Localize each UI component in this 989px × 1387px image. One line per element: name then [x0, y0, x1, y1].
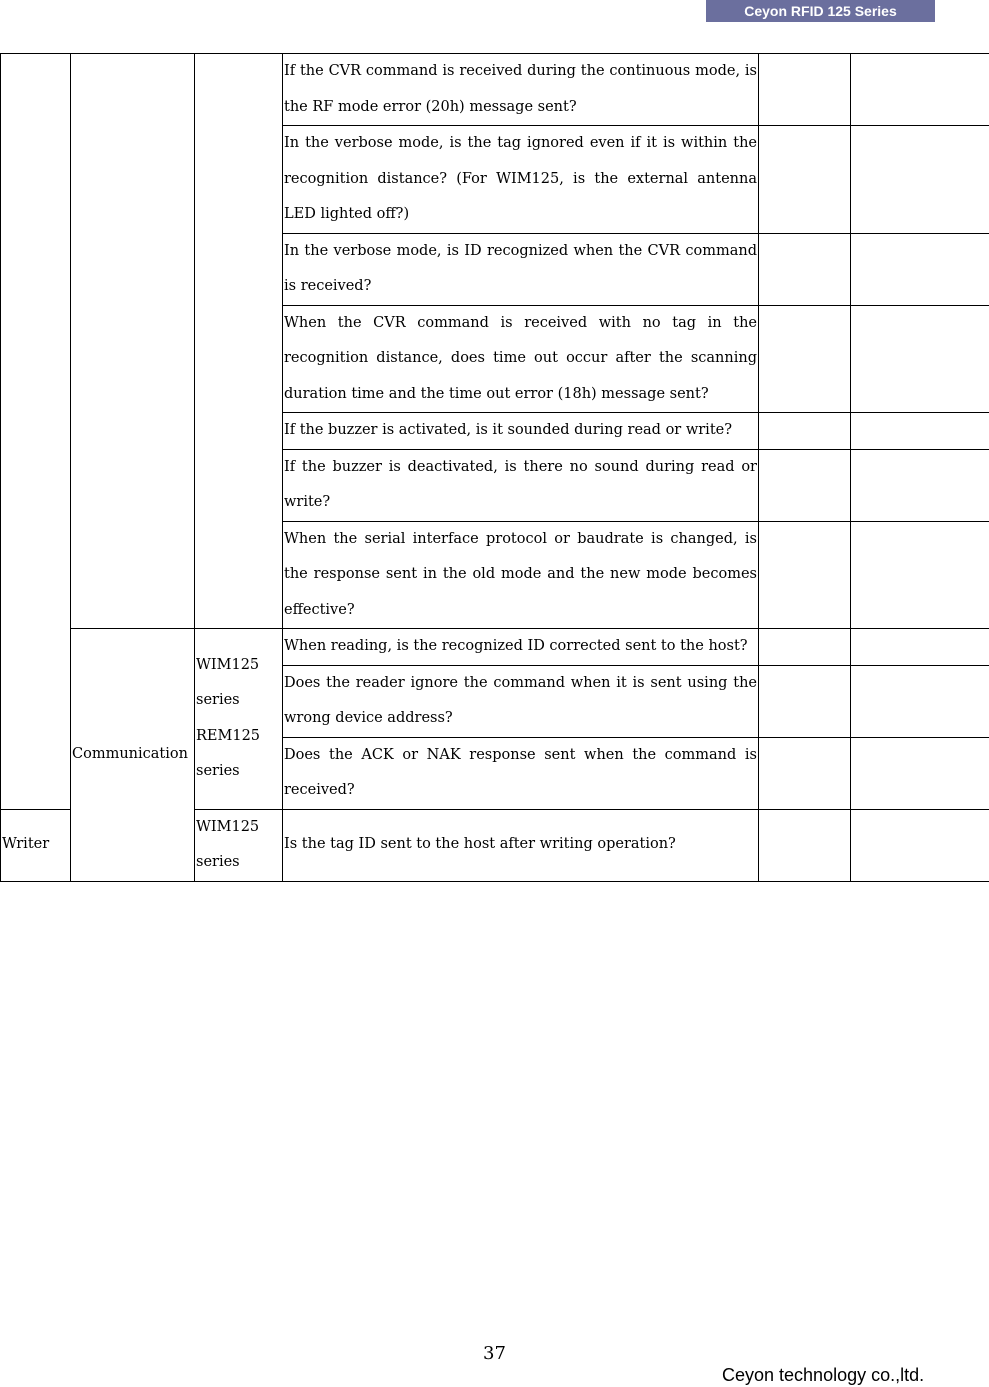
category-cell-empty [1, 54, 71, 810]
remark-cell [851, 665, 989, 737]
remark-cell [851, 233, 989, 305]
result-cell [759, 665, 851, 737]
communication-category: Communication [71, 629, 195, 882]
question-cell: When reading, is the recognized ID corrected sent to the host? [283, 629, 759, 666]
question-cell: Is the tag ID sent to the host after writing operation? [283, 809, 759, 881]
question-cell: In the verbose mode, is ID recognized when the CVR command is received? [283, 233, 759, 305]
writer-category: Writer [1, 809, 71, 881]
model-line: WIM125 [196, 818, 260, 835]
result-cell [759, 521, 851, 629]
result-cell [759, 809, 851, 881]
subcategory-cell-empty [71, 54, 195, 629]
question-cell: When the CVR command is received with no tag in the recognition distance, does time out occur after the scanning duration time and the time out error (18h) message sent? [283, 305, 759, 413]
remark-cell [851, 126, 989, 234]
result-cell [759, 629, 851, 666]
remark-cell [851, 521, 989, 629]
remark-cell [851, 54, 989, 126]
model-cell-empty [195, 54, 283, 629]
result-cell [759, 305, 851, 413]
question-cell: When the serial interface protocol or baudrate is changed, is the response sent in the old mode and the new mode becomes effective? [283, 521, 759, 629]
question-cell: If the buzzer is activated, is it sounded during read or write? [283, 413, 759, 450]
result-cell [759, 126, 851, 234]
header-badge: Ceyon RFID 125 Series [706, 0, 935, 22]
model-line: series [196, 692, 240, 709]
model-line: series [196, 763, 240, 780]
model-line: WIM125 [196, 656, 260, 673]
remark-cell [851, 305, 989, 413]
remark-cell [851, 737, 989, 809]
remark-cell [851, 809, 989, 881]
question-cell: If the CVR command is received during the continuous mode, is the RF mode error (20h) message sent? [283, 54, 759, 126]
model-line: REM125 [196, 727, 261, 744]
question-cell: In the verbose mode, is the tag ignored even if it is within the recognition distance? (For WIM125, is the external antenna LED lighted off?) [283, 126, 759, 234]
checklist-table [0, 53, 989, 882]
table-row [1, 54, 989, 126]
page-number: 37 [483, 1343, 506, 1364]
result-cell [759, 737, 851, 809]
result-cell [759, 54, 851, 126]
reader-model-cell [195, 629, 283, 810]
remark-cell [851, 449, 989, 521]
table-row [1, 629, 989, 666]
remark-cell [851, 413, 989, 450]
question-cell: If the buzzer is deactivated, is there no sound during read or write? [283, 449, 759, 521]
result-cell [759, 413, 851, 450]
question-cell: Does the reader ignore the command when it is sent using the wrong device address? [283, 665, 759, 737]
footer-company: Ceyon technology co.,ltd. [722, 1365, 925, 1385]
remark-cell [851, 629, 989, 666]
result-cell [759, 449, 851, 521]
question-cell: Does the ACK or NAK response sent when the command is received? [283, 737, 759, 809]
model-line: series [196, 854, 240, 870]
writer-model-cell [195, 809, 283, 881]
result-cell [759, 233, 851, 305]
